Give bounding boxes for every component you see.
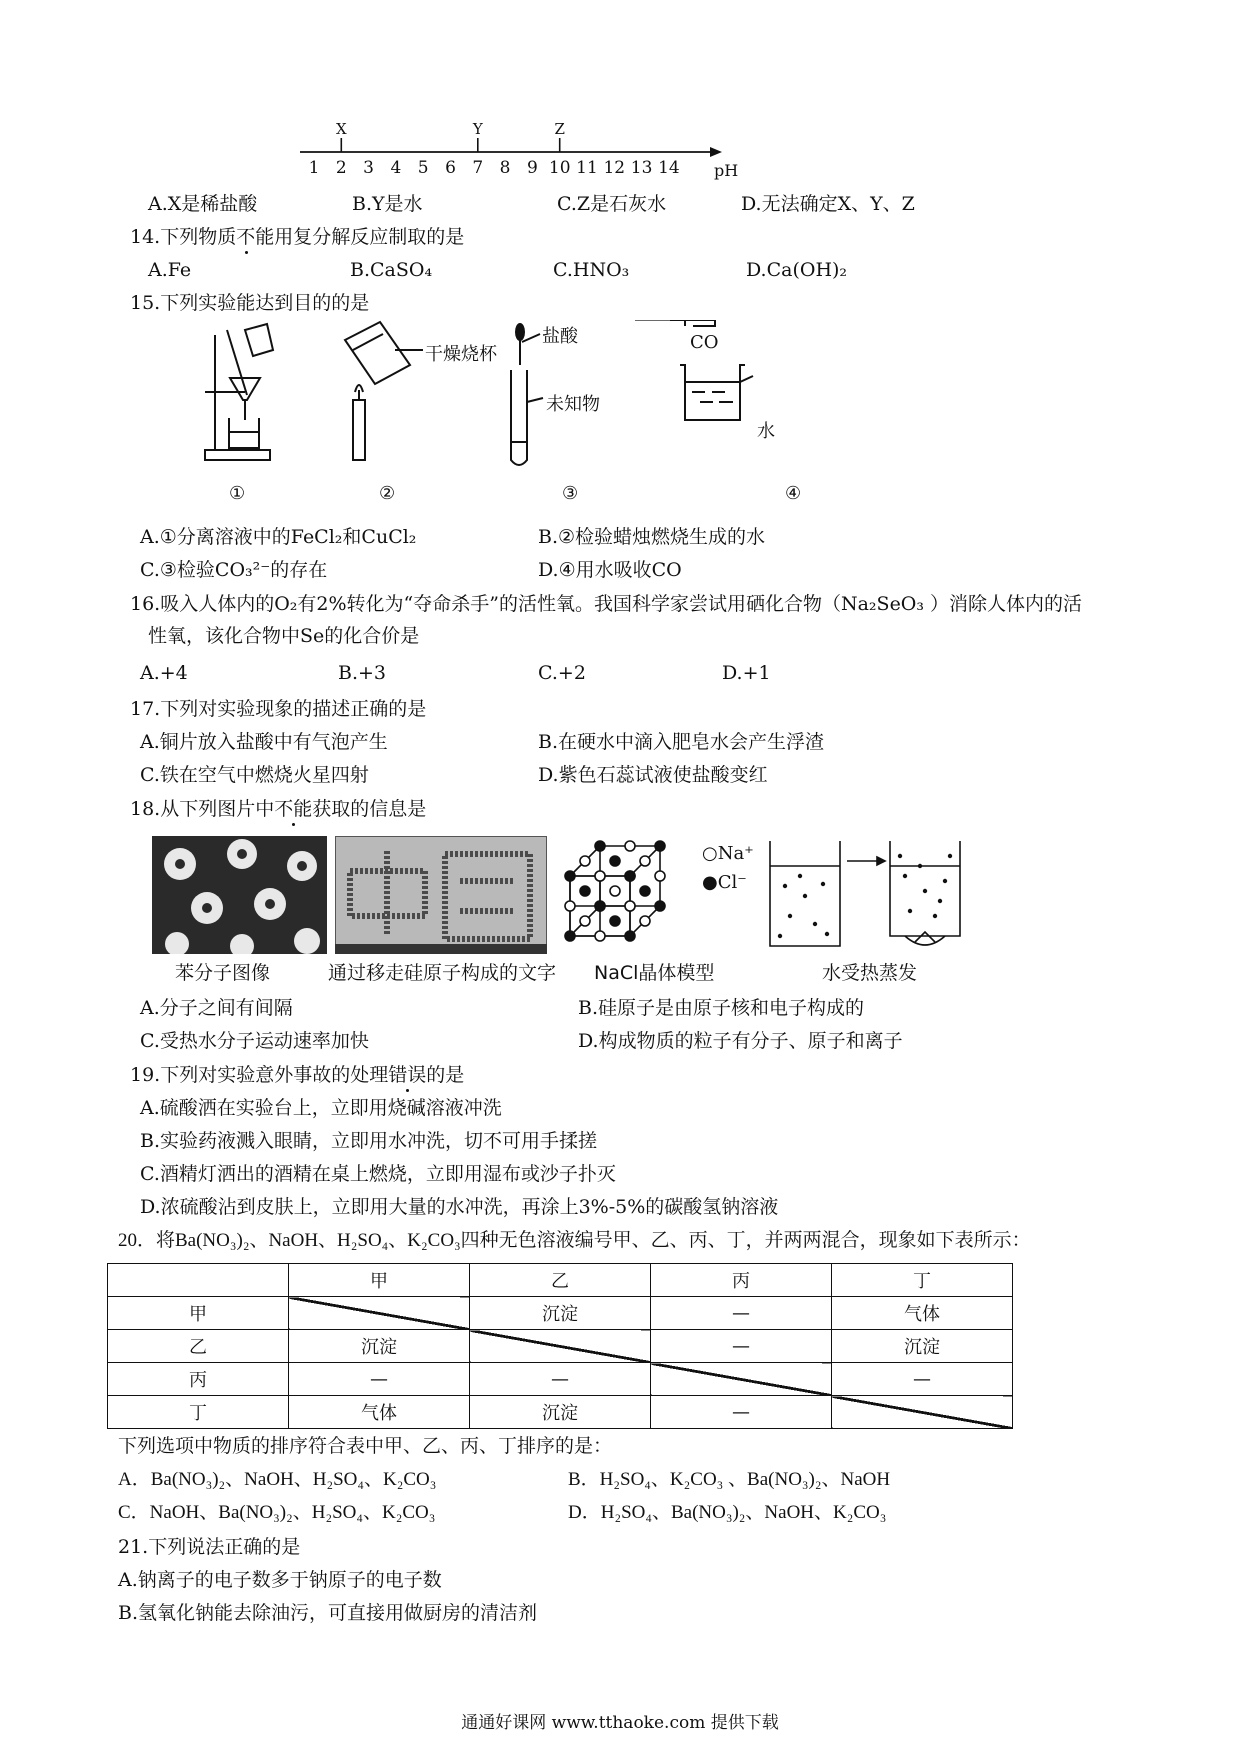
table-cell: 沉淀 xyxy=(289,1330,470,1363)
q19-emphasis: 错误 xyxy=(388,1064,427,1086)
cl-ion-mark xyxy=(565,871,575,881)
legend-na-label: Na⁺ xyxy=(717,843,754,864)
water-molecule-mark xyxy=(948,854,952,858)
q14-stem-part1: 14.下列物质 xyxy=(130,226,237,248)
na-ion-mark xyxy=(640,856,650,866)
table-header-cell xyxy=(108,1264,289,1297)
ph-tick-label: 4 xyxy=(390,158,402,178)
ph-tick-label: 6 xyxy=(445,158,456,178)
table-diagonal-cell xyxy=(651,1363,832,1396)
q16-option-b: B.+3 xyxy=(338,662,387,684)
legend-cl-icon: ● xyxy=(702,872,718,893)
na-ion-mark xyxy=(610,886,620,896)
water-molecule-mark xyxy=(898,854,902,858)
label-dry-beaker: 干燥烧杯 xyxy=(425,344,497,365)
na-ion-mark xyxy=(565,901,575,911)
ph-unit-label: pH xyxy=(714,161,739,180)
ph-tick-label: 8 xyxy=(499,158,511,178)
q18-option-b: B.硅原子是由原子核和电子构成的 xyxy=(578,997,865,1019)
candle-beaker-apparatus xyxy=(345,322,423,460)
label-unknown-substance: 未知物 xyxy=(546,394,600,415)
ph-tick-label: 3 xyxy=(363,158,375,178)
q19-option-c: C.酒精灯洒出的酒精在桌上燃烧，立即用湿布或沙子扑灭 xyxy=(140,1163,616,1185)
table-cell: — xyxy=(470,1363,651,1396)
caption-nacl-model: NaCl晶体模型 xyxy=(594,962,715,984)
q19-stem-part1: 19.下列对实验意外事故的处理 xyxy=(130,1064,389,1086)
q15-apparatus-figure xyxy=(195,320,865,510)
q15-option-d: D.④用水吸收CO xyxy=(538,559,682,581)
cl-ion-mark xyxy=(640,886,650,896)
table-cell: 气体 xyxy=(832,1297,1013,1330)
ph-tick-label: 13 xyxy=(630,158,653,178)
ph-marker-label: Y xyxy=(472,120,483,138)
cl-ion-mark xyxy=(655,841,665,851)
q15-stem: 15.下列实验能达到目的的是 xyxy=(130,292,370,314)
figure-number-1: ① xyxy=(229,483,246,504)
q13-option-b: B.Y是水 xyxy=(352,193,423,215)
q18-stem-part2: 获取的信息是 xyxy=(312,798,427,820)
q14-stem xyxy=(130,225,464,249)
water-molecule-mark xyxy=(821,882,825,886)
caption-silicon-text: 通过移走硅原子构成的文字 xyxy=(328,962,557,984)
ph-axis-arrow xyxy=(710,147,722,157)
q16-option-d: D.+1 xyxy=(722,662,771,684)
ph-tick-label: 5 xyxy=(417,158,429,178)
q16-stem-line2: 性氧，该化合物中Se的化合价是 xyxy=(148,625,420,647)
table-cell: — xyxy=(651,1330,832,1363)
q14-emphasis: 不 xyxy=(236,226,256,248)
water-molecule-mark xyxy=(803,894,807,898)
table-row xyxy=(108,1264,1013,1297)
water-molecule-mark xyxy=(938,899,942,903)
water-molecule-mark xyxy=(798,874,802,878)
na-ion-mark xyxy=(595,871,605,881)
cl-ion-mark xyxy=(595,901,605,911)
ph-tick-label: 10 xyxy=(548,158,571,178)
water-molecule-mark xyxy=(903,874,907,878)
q21-stem: 21.下列说法正确的是 xyxy=(118,1536,301,1558)
table-diagonal-cell xyxy=(289,1297,470,1330)
table-cell: 气体 xyxy=(289,1396,470,1429)
table-row-header: 丁 xyxy=(108,1396,289,1429)
table-cell: — xyxy=(832,1363,1013,1396)
q15-option-a: A.①分离溶液中的FeCl₂和CuCl₂ xyxy=(140,526,417,548)
table-row-header: 乙 xyxy=(108,1330,289,1363)
q21-option-b: B.氢氧化钠能去除油污，可直接用做厨房的清洁剂 xyxy=(118,1602,538,1624)
q14-stem-part2: 能用复分解反应制取的是 xyxy=(255,226,465,248)
q21-option-a: A.钠离子的电子数多于钠原子的电子数 xyxy=(118,1569,442,1591)
caption-water-evaporation: 水受热蒸发 xyxy=(822,962,918,984)
filtration-apparatus xyxy=(205,324,273,460)
water-molecule-mark xyxy=(933,914,937,918)
na-ion-mark xyxy=(625,841,635,851)
table-cell: — xyxy=(289,1363,470,1396)
water-molecule-mark xyxy=(918,864,922,868)
q14-option-d: D.Ca(OH)₂ xyxy=(746,259,848,281)
q14-option-a: A.Fe xyxy=(148,259,192,281)
na-ion-mark xyxy=(625,901,635,911)
caption-benzene: 苯分子图像 xyxy=(175,962,271,984)
q14-option-b: B.CaSO₄ xyxy=(350,259,433,281)
silicon-atom-text-photo xyxy=(335,836,547,954)
cl-ion-mark xyxy=(625,931,635,941)
table-cell: — xyxy=(651,1297,832,1330)
ph-tick-label: 14 xyxy=(658,158,680,178)
table-row xyxy=(108,1363,1013,1396)
ph-tick-label: 2 xyxy=(335,158,347,178)
q18-option-a: A.分子之间有间隔 xyxy=(140,997,293,1019)
q16-option-a: A.+4 xyxy=(140,662,188,684)
ph-marker-label: X xyxy=(335,120,347,138)
ph-tick-label: 12 xyxy=(603,158,626,178)
figure-number-2: ② xyxy=(379,483,396,504)
table-row-header: 丙 xyxy=(108,1363,289,1396)
table-row xyxy=(108,1396,1013,1429)
table-diagonal-cell xyxy=(832,1396,1013,1429)
q20-option-c: C．NaOH、Ba(NO₃)₂、H₂SO₄、K₂CO₃ xyxy=(118,1502,436,1523)
q19-option-b: B.实验药液溅入眼睛，立即用水冲洗，切不可用手揉搓 xyxy=(140,1130,598,1152)
q14-option-c: C.HNO₃ xyxy=(553,259,630,281)
q20-stem: 20．将Ba(NO₃)₂、NaOH、H₂SO₄、K₂CO₃四种无色溶液编号甲、乙、丙、丁，并两两混合，现象如下表所示： xyxy=(118,1230,1031,1251)
cl-ion-mark xyxy=(565,931,575,941)
water-molecule-mark xyxy=(923,889,927,893)
q19-option-a: A.硫酸洒在实验台上，立即用烧碱溶液冲洗 xyxy=(140,1097,502,1119)
q17-option-b: B.在硬水中滴入肥皂水会产生浮渣 xyxy=(538,731,825,753)
q16-stem-line1: 16.吸入人体内的O₂有2%转化为“夺命杀手”的活性氧。我国科学家尝试用硒化合物（Na₂SeO₃ ）消除人体内的活 xyxy=(130,593,1083,615)
q19-stem xyxy=(130,1063,464,1087)
table-cell: 沉淀 xyxy=(832,1330,1013,1363)
q18-option-d: D.构成物质的粒子有分子、原子和离子 xyxy=(578,1030,903,1052)
na-ion-mark xyxy=(595,931,605,941)
water-molecule-mark xyxy=(778,934,782,938)
water-molecule-mark xyxy=(813,922,817,926)
water-molecule-mark xyxy=(943,879,947,883)
na-ion-mark xyxy=(580,856,590,866)
q19-stem-part2: 的是 xyxy=(426,1064,465,1086)
table-row xyxy=(108,1297,1013,1330)
table-cell: — xyxy=(651,1396,832,1429)
page-footer: 通通好课网 www.tthaoke.com 提供下载 xyxy=(461,1713,779,1733)
na-ion-mark xyxy=(580,916,590,926)
figure-number-3: ③ xyxy=(562,483,579,504)
water-molecule-mark xyxy=(908,909,912,913)
table-header-cell: 乙 xyxy=(470,1264,651,1297)
test-tube-apparatus xyxy=(511,324,543,465)
ph-tick-label: 1 xyxy=(308,158,320,178)
table-row xyxy=(108,1330,1013,1363)
ph-tick-label: 11 xyxy=(576,158,598,178)
label-hydrochloric-acid: 盐酸 xyxy=(542,326,578,347)
cl-ion-mark xyxy=(595,841,605,851)
q20-option-a: A．Ba(NO₃)₂、NaOH、H₂SO₄、K₂CO₃ xyxy=(118,1469,437,1490)
q15-option-c: C.③检验CO₃²⁻的存在 xyxy=(140,559,328,581)
cl-ion-mark xyxy=(580,886,590,896)
label-co: CO xyxy=(690,332,719,353)
legend-na-icon: ○ xyxy=(702,843,718,864)
na-ion-mark xyxy=(655,871,665,881)
q18-option-c: C.受热水分子运动速率加快 xyxy=(140,1030,369,1052)
q17-stem: 17.下列对实验现象的描述正确的是 xyxy=(130,698,427,720)
ph-scale xyxy=(300,118,740,188)
label-water: 水 xyxy=(757,421,775,442)
q17-option-d: D.紫色石蕊试液使盐酸变红 xyxy=(538,764,768,786)
table-cell: 沉淀 xyxy=(470,1396,651,1429)
water-molecule-mark xyxy=(825,932,829,936)
q18-stem xyxy=(130,797,426,821)
cl-ion-mark xyxy=(625,871,635,881)
table-diagonal-cell xyxy=(470,1330,651,1363)
table-header-cell: 甲 xyxy=(289,1264,470,1297)
q17-option-a: A.铜片放入盐酸中有气泡产生 xyxy=(140,731,388,753)
q18-stem-part1: 18.从下列图片中 xyxy=(130,798,275,820)
ph-tick-label: 7 xyxy=(472,158,484,178)
nacl-crystal-model xyxy=(560,836,700,956)
figure-number-4: ④ xyxy=(785,483,802,504)
q20-option-b: B．H₂SO₄、K₂CO₃ 、Ba(NO₃)₂、NaOH xyxy=(568,1469,891,1490)
cl-ion-mark xyxy=(610,856,620,866)
water-evaporation-figure xyxy=(765,836,965,954)
table-row-header: 甲 xyxy=(108,1297,289,1330)
ph-scale-ticks xyxy=(300,120,738,180)
q20-follow-up: 下列选项中物质的排序符合表中甲、乙、丙、丁排序的是： xyxy=(118,1435,613,1457)
ph-marker-label: Z xyxy=(554,120,565,138)
q17-option-c: C.铁在空气中燃烧火星四射 xyxy=(140,764,369,786)
q16-option-c: C.+2 xyxy=(538,662,586,684)
cl-ion-mark xyxy=(655,901,665,911)
q20-option-d: D．H₂SO₄、Ba(NO₃)₂、NaOH、K₂CO₃ xyxy=(568,1502,887,1523)
table-cell: 沉淀 xyxy=(470,1297,651,1330)
cl-ion-mark xyxy=(610,916,620,926)
ph-tick-label: 9 xyxy=(526,158,538,178)
water-molecule-mark xyxy=(788,914,792,918)
legend-cl-label: Cl⁻ xyxy=(717,872,747,893)
table-header-cell: 丁 xyxy=(832,1264,1013,1297)
q20-reaction-table xyxy=(107,1263,1013,1429)
q15-option-b: B.②检验蜡烛燃烧生成的水 xyxy=(538,526,766,548)
q13-option-c: C.Z是石灰水 xyxy=(557,193,667,215)
legend-cl-ion xyxy=(702,872,747,893)
q18-emphasis: 不能 xyxy=(274,798,313,820)
q13-option-a: A.X是稀盐酸 xyxy=(148,193,258,215)
benzene-molecule-photo xyxy=(152,836,327,954)
water-molecule-mark xyxy=(783,884,787,888)
q13-option-d: D.无法确定X、Y、Z xyxy=(741,193,915,215)
table-header-cell: 丙 xyxy=(651,1264,832,1297)
q19-option-d: D.浓硫酸沾到皮肤上，立即用大量的水冲洗，再涂上3%-5%的碳酸氢钠溶液 xyxy=(140,1196,779,1218)
na-ion-mark xyxy=(640,916,650,926)
legend-na-ion xyxy=(702,843,754,864)
